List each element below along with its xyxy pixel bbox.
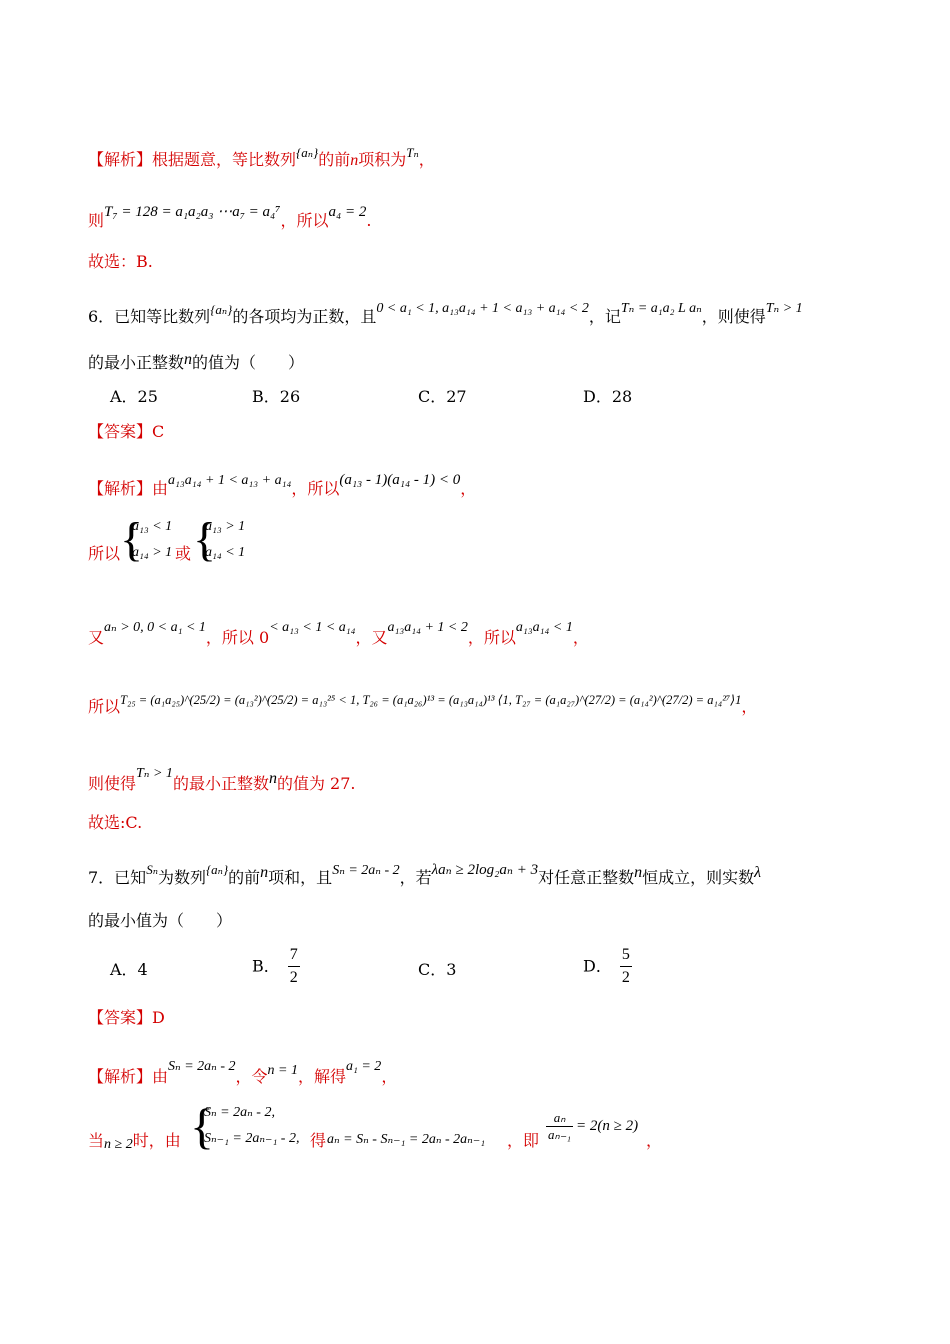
formula: Tₙ = a₁a₂ L aₙ [620,301,702,316]
analysis-line-2: 则T₇ = 128 = a₁a₂a₃ ⋯a₇ = a₄⁷，所以a₄ = 2. [88,204,372,230]
formula: = 2(n ≥ 2) [576,1118,639,1134]
formula: n ≥ 2 [104,1137,133,1152]
formula: a₁ = 2 [345,1059,382,1074]
formula: a₁₃ < 1 [132,519,173,534]
option-d[interactable]: D． $\frac{5}{2}$ [583,944,632,989]
solution-6-line-1: 【解析】由a₁₃a₁₄ + 1 < a₁₃ + a₁₄，所以(a₁₃ - 1)(a₁₄ - 1) < 0， [88,472,477,498]
formula: n = 1 [267,1063,298,1078]
solution-6-line-5: 则使得Tₙ > 1的最小正整数n的值为 27. [88,766,356,793]
analysis-line-1: 【解析】根据题意，等比数列$^{\{a_n\}}$的前n项积为$^{T_n}$， [88,145,435,169]
formula: a₁₃ > 1 [205,519,246,534]
solution-6-line-4: 所以$^{T_{25} = (a_1a_{25})\^{}(25/2) = (a_{13}^2)\^{}(25/2) = a_{13}^{25} < 1, T_{26} = (a_1a_{26})^{13} = (a_{13}a_{14})^{13} ⟨1, T_{27} = (a_1a_{27})\^{}(27/2) = (a_{14}^2)\^{}(27/2) = a_{14}^{27}⟩1}$， [88,693,758,716]
question-7-stem: 7．已知$^{S_n}$为数列$^{\{a_n\}}$的前n项和，且Sₙ = 2aₙ - 2，若λaₙ ≥ 2log₂aₙ + 3对任意正整数n恒成立，则实数λ [88,862,762,887]
formula: λaₙ ≥ 2log₂aₙ + 3 [431,862,539,878]
solution-6-choice: 故选:C. [88,813,143,832]
formula: Tₙ > 1 [765,301,803,316]
left-brace-icon: { [190,1098,214,1154]
formula: < a₁₃ < 1 < a₁₄ [269,620,356,635]
solution-7-line-1: 【解析】由Sₙ = 2aₙ - 2，令n = 1，解得a₁ = 2， [88,1059,398,1086]
formula: 0 < a₁ < 1, a₁₃a₁₄ + 1 < a₁₃ + a₁₄ < 2 [376,301,589,316]
option-a[interactable]: A．25 [110,387,158,406]
formula: a₁₄ < 1 [205,545,246,560]
option-b[interactable]: B．26 [252,387,301,406]
formula: T₇ = 128 = a₁a₂a₃ ⋯a₇ = a₄⁷ [104,204,281,220]
option-c[interactable]: C．27 [418,387,467,406]
solution-7-line-2: 当n ≥ 2时，由 [88,1131,181,1152]
fraction: $\frac{7}{2}$ [289,946,298,986]
question-6-stem-2: 的最小正整数n的值为（ ） [88,351,305,372]
formula: a₁₃a₁₄ < 1 [515,620,573,635]
formula: T₂₅ = (a₁a₂₅)^(25/2) = (a₁₃²)^(25/2) = a₁₃²⁵ < 1, T₂₆ = (a₁a₂₆)¹³ = (a₁₃a₁₄)¹³ ⟨1, T₂₇ = (a₁a₂₇)^(27/2) = (a₁₄²)^(27/2) = a₁₄²⁷⟩1 [120,693,742,707]
sequence-symbol: {aₙ} [296,145,319,160]
choice-line: 故选：B. [88,252,153,271]
option-d[interactable]: D．28 [583,387,633,406]
option-c[interactable]: C．3 [418,960,457,979]
formula: aₙ > 0, 0 < a₁ < 1 [104,620,206,635]
formula: aₙ = Sₙ - Sₙ₋₁ = 2aₙ - 2aₙ₋₁ [327,1132,486,1147]
formula: Sₙ = 2aₙ - 2 [168,1059,236,1074]
fraction: $\frac{\text{aₙ}}{\text{aₙ₋₁}}$ [548,1110,572,1142]
formula: (a₁₃ - 1)(a₁₄ - 1) < 0 [339,472,461,488]
formula: Sₙ = 2aₙ - 2, [204,1105,275,1120]
formula: a₄ = 2 [328,204,367,220]
formula: a₁₄ > 1 [132,545,173,560]
fraction: $\frac{5}{2}$ [621,946,630,986]
formula: Sₙ₋₁ = 2aₙ₋₁ - 2, [204,1131,300,1146]
solution-6-line-3: 又aₙ > 0, 0 < a₁ < 1，所以 0< a₁₃ < 1 < a₁₄，又a₁₃a₁₄ + 1 < 2，所以a₁₃a₁₄ < 1， [88,620,589,647]
question-7-stem-2: 的最小值为（ ） [88,911,233,930]
analysis-label: 【解析】 [88,150,153,169]
question-6-stem: 6．已知等比数列$^{\{a_n\}}$的各项均为正数，且0 < a₁ < 1, a₁₃a₁₄ + 1 < a₁₃ + a₁₄ < 2，记Tₙ = a₁a₂ L aₙ，则使得Tₙ > 1 [88,301,803,326]
formula: Tₙ > 1 [136,766,173,781]
option-b[interactable]: B． $\frac{7}{2}$ [252,944,300,989]
solution-6-line-2: 所以 [88,544,121,563]
answer-7: 【答案】D [88,1008,165,1027]
formula: a₁₃a₁₄ + 1 < a₁₃ + a₁₄ [168,473,292,488]
answer-6: 【答案】C [88,422,165,441]
option-a[interactable]: A．4 [110,960,148,979]
left-brace-icon: { [193,513,217,566]
formula: Sₙ = 2aₙ - 2 [332,863,400,878]
left-brace-icon: { [120,513,144,566]
formula: a₁₃a₁₄ + 1 < 2 [387,620,468,635]
